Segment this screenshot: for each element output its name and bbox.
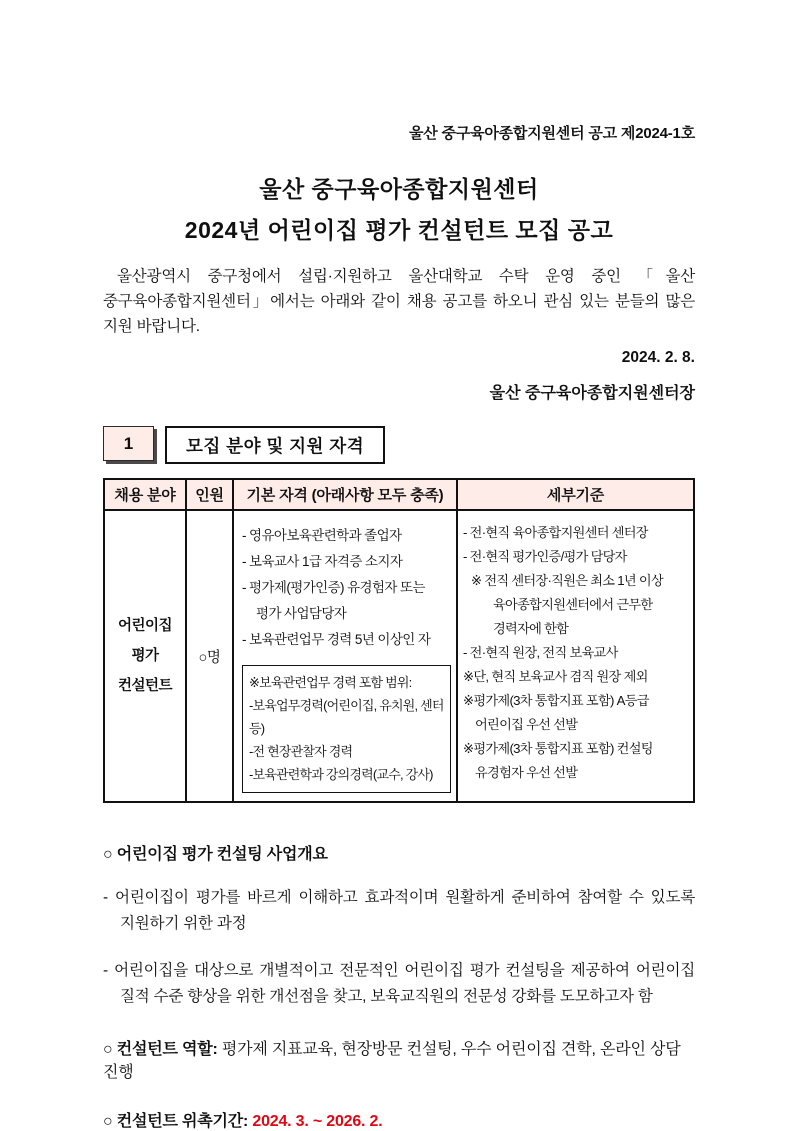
- detail-criteria-note: ※평가제(3차 통합지표 포함) 컨설팅 유경험자 우선 선발: [463, 741, 653, 780]
- detail-criteria-item: - 전·현직 평가인증/평가 담당자: [463, 549, 627, 564]
- career-scope-note-item: -보육업무경력(어린이집, 유치원, 센터 등): [249, 698, 444, 736]
- consultant-role-value: 평가제 지표교육, 현장방문 컨설팅, 우수 어린이집 견학, 온라인 상담 진행: [103, 1041, 681, 1081]
- cell-recruit-field: [104, 510, 186, 802]
- recruit-field-line: 어린이집: [117, 618, 173, 634]
- detail-criteria-note: ※ 전직 센터장·직원은 최소 1년 이상 육아종합지원센터에서 근무한 경력자에 한함: [471, 573, 664, 636]
- basic-qualification-item: - 보육교사 1급 자격증 소지자: [242, 554, 403, 569]
- table-row: [104, 510, 694, 802]
- cell-basic-qualifications: [233, 510, 457, 802]
- table-header-row: [104, 479, 694, 510]
- consultant-period-value: 2024. 3. ~ 2026. 2.: [252, 1113, 383, 1130]
- overview-heading: ○ 어린이집 평가 컨설팅 사업개요: [103, 846, 328, 863]
- announcement-number: 울산 중구육아종합지원센터 공고 제2024-1호: [408, 125, 695, 142]
- consultant-role-label: ○ 컨설턴트 역할:: [103, 1041, 218, 1058]
- section-number-badge: 1: [103, 426, 154, 461]
- consultant-period-label: ○ 컨설턴트 위촉기간:: [103, 1113, 253, 1130]
- recruit-field-line: 컨설턴트: [117, 678, 173, 694]
- overview-bullet-1: - 어린이집이 평가를 바르게 이해하고 효과적이며 원활하게 준비하여 참여할 수 있도록 지원하기 위한 과정: [103, 889, 695, 932]
- col-header-headcount: 인원: [186, 479, 233, 510]
- section-title: 모집 분야 및 지원 자격: [165, 426, 385, 464]
- signer-name: 울산 중구육아종합지원센터장: [489, 385, 695, 402]
- detail-criteria-item: - 전·현직 육아종합지원센터 센터장: [463, 525, 648, 540]
- career-scope-note-item: -보육관련학과 강의경력(교수, 강사): [249, 767, 433, 782]
- basic-qualification-item: - 보육관련업무 경력 5년 이상인 자: [242, 632, 431, 647]
- detail-criteria-note: ※단, 현직 보육교사 겸직 원장 제외: [463, 669, 648, 684]
- col-header-detail-criteria: 세부기준: [457, 479, 694, 510]
- career-scope-note-box: [242, 665, 451, 793]
- intro-paragraph: 울산광역시 중구청에서 설립·지원하고 울산대학교 수탁 운영 중인 「울산 중구육아종합지원센터」에서는 아래와 같이 채용 공고를 하오니 관심 있는 분들의 많은 지원 바랍니다.: [103, 268, 695, 335]
- overview-bullet-2: - 어린이집을 대상으로 개별적이고 전문적인 어린이집 평가 컨설팅을 제공하여 어린이집 질적 수준 향상을 위한 개선점을 찾고, 보육교직원의 전문성 강화를 도모하고자 함: [103, 962, 695, 1005]
- consultant-period-line: [103, 1108, 695, 1131]
- title-line-1: 울산 중구육아종합지원센터: [259, 176, 539, 202]
- title-line-2: 2024년 어린이집 평가 컨설턴트 모집 공고: [184, 217, 614, 243]
- recruitment-table: [103, 478, 695, 803]
- consultant-role-line: [103, 1036, 695, 1082]
- col-header-basic-qualifications: 기본 자격 (아래사항 모두 충족): [233, 479, 457, 510]
- col-header-recruit-field: 채용 분야: [104, 479, 186, 510]
- announcement-date: 2024. 2. 8.: [621, 349, 695, 366]
- career-scope-note-item: -전 현장관찰자 경력: [249, 744, 353, 759]
- document-content: [103, 0, 695, 1131]
- recruit-field-line: 평가: [131, 648, 159, 664]
- basic-qualification-item: - 영유아보육관련학과 졸업자: [242, 528, 402, 543]
- detail-criteria-note: ※평가제(3차 통합지표 포함) A등급 어린이집 우선 선발: [463, 693, 649, 732]
- document-title: [103, 169, 695, 251]
- cell-headcount: ○명: [186, 510, 233, 802]
- detail-criteria-item: - 전·현직 원장, 전직 보육교사: [463, 645, 618, 660]
- basic-qualification-item: - 평가제(평가인증) 유경험자 또는 평가 사업담당자: [242, 580, 425, 621]
- career-scope-note-title: ※보육관련업무 경력 포함 범위:: [249, 675, 412, 690]
- cell-detail-criteria: [457, 510, 694, 802]
- section-1-header: [103, 426, 695, 464]
